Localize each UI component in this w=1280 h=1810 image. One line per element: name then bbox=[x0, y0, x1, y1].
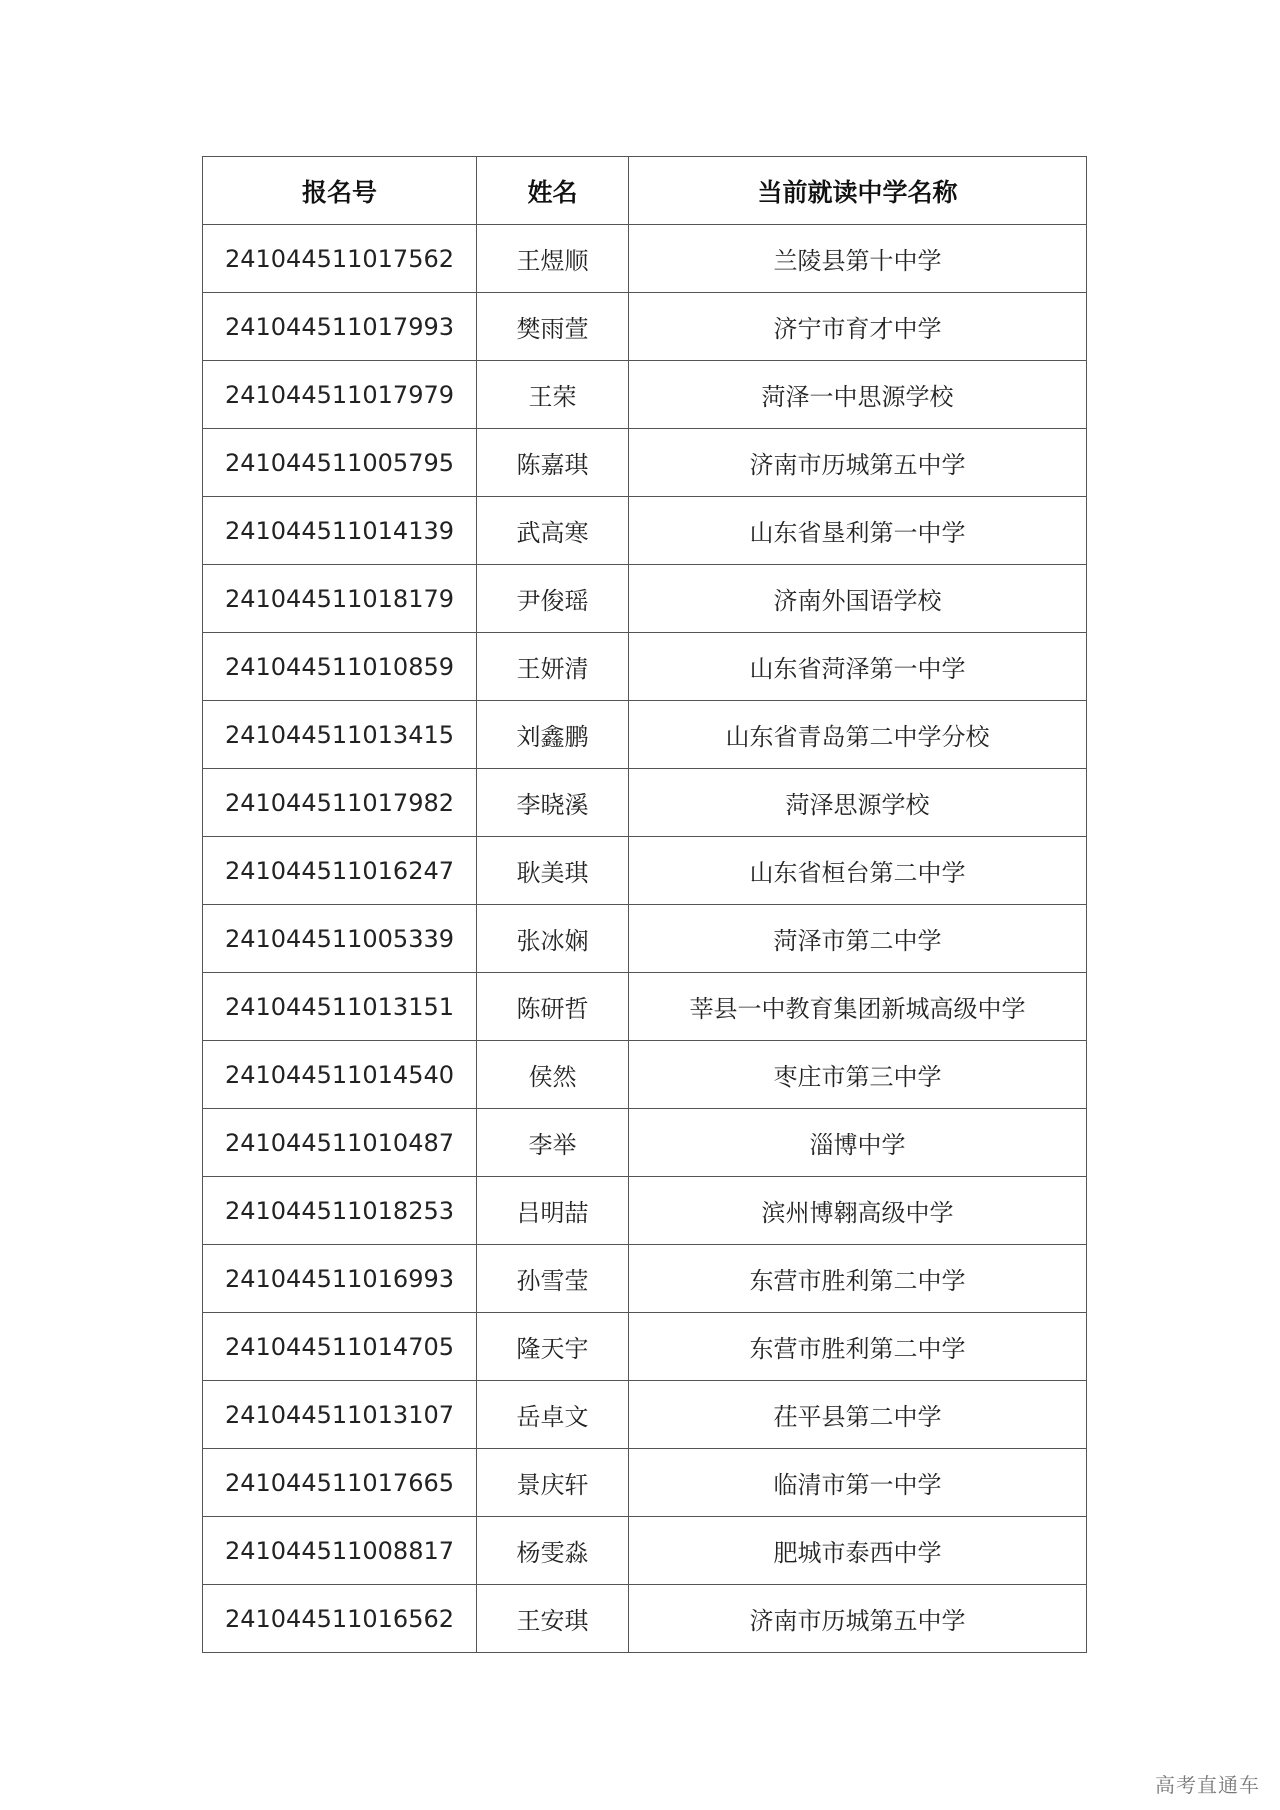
cell-school: 济宁市育才中学 bbox=[629, 293, 1087, 361]
cell-school: 肥城市泰西中学 bbox=[629, 1517, 1087, 1585]
cell-id: 241044511017993 bbox=[203, 293, 477, 361]
header-school: 当前就读中学名称 bbox=[629, 157, 1087, 225]
watermark-text: 高考直通车 bbox=[1155, 1773, 1260, 1797]
cell-name: 耿美琪 bbox=[477, 837, 629, 905]
cell-school: 临清市第一中学 bbox=[629, 1449, 1087, 1517]
cell-name: 景庆轩 bbox=[477, 1449, 629, 1517]
cell-school: 济南市历城第五中学 bbox=[629, 1585, 1087, 1653]
cell-school: 山东省垦利第一中学 bbox=[629, 497, 1087, 565]
table-row bbox=[203, 1177, 1087, 1245]
cell-school: 菏泽市第二中学 bbox=[629, 905, 1087, 973]
cell-id: 241044511018253 bbox=[203, 1177, 477, 1245]
cell-name: 陈嘉琪 bbox=[477, 429, 629, 497]
cell-id: 241044511017979 bbox=[203, 361, 477, 429]
cell-id: 241044511014139 bbox=[203, 497, 477, 565]
cell-school: 山东省青岛第二中学分校 bbox=[629, 701, 1087, 769]
cell-name: 杨雯淼 bbox=[477, 1517, 629, 1585]
cell-id: 241044511017665 bbox=[203, 1449, 477, 1517]
table-row bbox=[203, 1449, 1087, 1517]
table-row bbox=[203, 497, 1087, 565]
cell-school: 菏泽一中思源学校 bbox=[629, 361, 1087, 429]
cell-school: 山东省桓台第二中学 bbox=[629, 837, 1087, 905]
table-row bbox=[203, 429, 1087, 497]
cell-school: 滨州博翱高级中学 bbox=[629, 1177, 1087, 1245]
cell-school: 山东省菏泽第一中学 bbox=[629, 633, 1087, 701]
cell-id: 241044511008817 bbox=[203, 1517, 477, 1585]
table-row bbox=[203, 293, 1087, 361]
cell-name: 侯然 bbox=[477, 1041, 629, 1109]
cell-school: 枣庄市第三中学 bbox=[629, 1041, 1087, 1109]
table-row bbox=[203, 769, 1087, 837]
cell-id: 241044511016247 bbox=[203, 837, 477, 905]
cell-id: 241044511016993 bbox=[203, 1245, 477, 1313]
cell-name: 王妍清 bbox=[477, 633, 629, 701]
header-id: 报名号 bbox=[203, 157, 477, 225]
table-body bbox=[203, 225, 1087, 1653]
table-row bbox=[203, 361, 1087, 429]
table-row bbox=[203, 1585, 1087, 1653]
table-row bbox=[203, 973, 1087, 1041]
cell-id: 241044511005339 bbox=[203, 905, 477, 973]
cell-id: 241044511010487 bbox=[203, 1109, 477, 1177]
cell-name: 武高寒 bbox=[477, 497, 629, 565]
cell-id: 241044511017562 bbox=[203, 225, 477, 293]
cell-id: 241044511010859 bbox=[203, 633, 477, 701]
table-row bbox=[203, 1245, 1087, 1313]
table-row bbox=[203, 1041, 1087, 1109]
cell-name: 李晓溪 bbox=[477, 769, 629, 837]
cell-id: 241044511014705 bbox=[203, 1313, 477, 1381]
table-row bbox=[203, 1313, 1087, 1381]
table-header bbox=[203, 157, 1087, 225]
cell-school: 莘县一中教育集团新城高级中学 bbox=[629, 973, 1087, 1041]
cell-school: 东营市胜利第二中学 bbox=[629, 1245, 1087, 1313]
table-row bbox=[203, 633, 1087, 701]
cell-school: 兰陵县第十中学 bbox=[629, 225, 1087, 293]
table-row bbox=[203, 701, 1087, 769]
cell-id: 241044511013151 bbox=[203, 973, 477, 1041]
header-row bbox=[203, 157, 1087, 225]
roster-table bbox=[202, 156, 1087, 1653]
cell-id: 241044511018179 bbox=[203, 565, 477, 633]
cell-school: 菏泽思源学校 bbox=[629, 769, 1087, 837]
cell-name: 尹俊瑶 bbox=[477, 565, 629, 633]
table-row bbox=[203, 1109, 1087, 1177]
cell-name: 李举 bbox=[477, 1109, 629, 1177]
cell-name: 孙雪莹 bbox=[477, 1245, 629, 1313]
cell-school: 茌平县第二中学 bbox=[629, 1381, 1087, 1449]
table-row bbox=[203, 565, 1087, 633]
cell-name: 王安琪 bbox=[477, 1585, 629, 1653]
table-row bbox=[203, 225, 1087, 293]
cell-name: 吕明喆 bbox=[477, 1177, 629, 1245]
cell-name: 张冰娴 bbox=[477, 905, 629, 973]
cell-name: 岳卓文 bbox=[477, 1381, 629, 1449]
table-row bbox=[203, 905, 1087, 973]
cell-id: 241044511014540 bbox=[203, 1041, 477, 1109]
cell-id: 241044511005795 bbox=[203, 429, 477, 497]
cell-name: 王荣 bbox=[477, 361, 629, 429]
table-row bbox=[203, 1381, 1087, 1449]
cell-school: 东营市胜利第二中学 bbox=[629, 1313, 1087, 1381]
cell-name: 陈研哲 bbox=[477, 973, 629, 1041]
cell-school: 淄博中学 bbox=[629, 1109, 1087, 1177]
table-row bbox=[203, 837, 1087, 905]
cell-school: 济南外国语学校 bbox=[629, 565, 1087, 633]
cell-name: 樊雨萱 bbox=[477, 293, 629, 361]
cell-name: 刘鑫鹏 bbox=[477, 701, 629, 769]
cell-name: 王煜顺 bbox=[477, 225, 629, 293]
cell-id: 241044511013107 bbox=[203, 1381, 477, 1449]
cell-name: 隆天宇 bbox=[477, 1313, 629, 1381]
header-name: 姓名 bbox=[477, 157, 629, 225]
cell-id: 241044511016562 bbox=[203, 1585, 477, 1653]
cell-id: 241044511013415 bbox=[203, 701, 477, 769]
cell-id: 241044511017982 bbox=[203, 769, 477, 837]
cell-school: 济南市历城第五中学 bbox=[629, 429, 1087, 497]
table-row bbox=[203, 1517, 1087, 1585]
